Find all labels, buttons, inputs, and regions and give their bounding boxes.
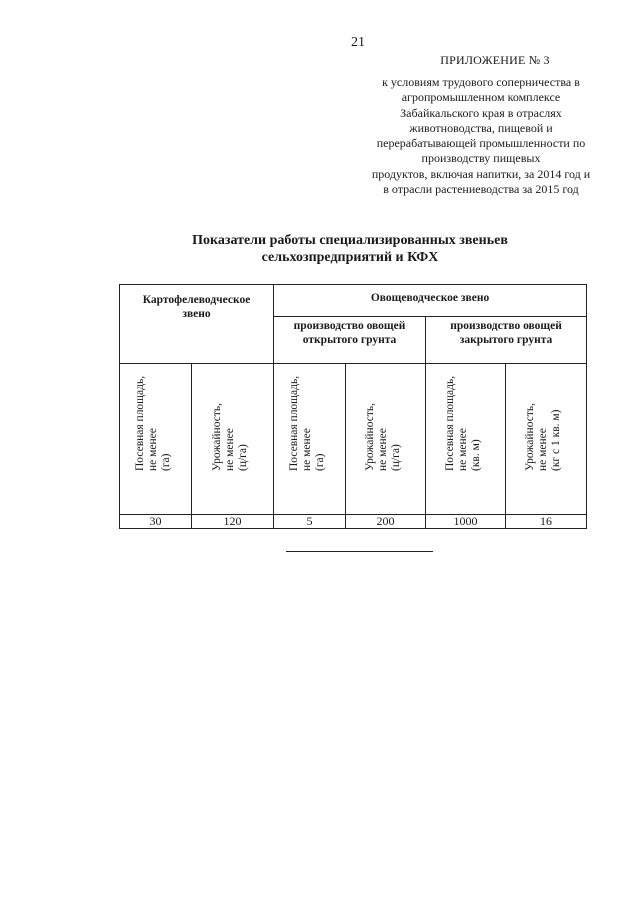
column-header-yield-open xyxy=(346,364,426,515)
header-line: (кг с 1 кв. м) xyxy=(550,409,563,471)
table-cell: 200 xyxy=(346,515,426,529)
header-line: Урожайность, xyxy=(524,403,537,471)
header-line: (кв. м) xyxy=(469,439,482,471)
header-line: (га) xyxy=(159,453,172,471)
header-line: производство овощей xyxy=(293,320,406,333)
header-line: (ц/га) xyxy=(236,444,249,471)
closed-ground-subheader xyxy=(426,317,587,364)
header-line: Урожайность, xyxy=(210,403,223,471)
header-line: не менее xyxy=(376,428,389,471)
appendix-line: продуктов, включая напитки, за 2014 год и xyxy=(371,166,591,181)
appendix-line: к условиям трудового соперничества в xyxy=(382,75,580,89)
header-line: закрытого грунта xyxy=(459,334,553,347)
table-row xyxy=(120,515,587,529)
appendix-line: производству пищевых xyxy=(421,151,541,166)
header-line: производство овощей xyxy=(450,320,562,333)
table-cell: 16 xyxy=(506,515,587,529)
indicators-table xyxy=(119,284,587,529)
vegetable-unit-header: Овощеводческое звено xyxy=(274,285,587,317)
document-title-line: сельхозпредприятий и КФХ xyxy=(261,250,439,265)
potato-unit-header xyxy=(120,285,274,364)
header-line: не менее xyxy=(456,428,469,471)
header-line: не менее xyxy=(223,428,236,471)
appendix-conditions-text xyxy=(364,75,598,197)
header-line: Урожайность, xyxy=(363,403,376,471)
header-line: Посевная площадь, xyxy=(133,375,146,471)
table-cell: 120 xyxy=(192,515,274,529)
appendix-line: животноводства, пищевой и xyxy=(409,120,553,135)
appendix-line: агропромышленном комплексе xyxy=(401,90,561,105)
column-header-yield-potato xyxy=(192,364,274,515)
document-title-line: Показатели работы специализированных звеньев xyxy=(192,233,508,248)
column-header-area-open xyxy=(274,364,346,515)
header-line: Посевная площадь, xyxy=(287,375,300,471)
appendix-line: Забайкальского края в отраслях xyxy=(400,105,562,120)
header-line: Картофелеводческое xyxy=(142,294,251,306)
header-line: Посевная площадь, xyxy=(443,375,456,471)
document-title xyxy=(150,232,550,266)
open-ground-subheader xyxy=(274,317,426,364)
appendix-line: перерабатывающей промышленности по xyxy=(376,136,586,151)
header-line: не менее xyxy=(300,428,313,471)
appendix-line: в отрасли растениеводства за 2015 год xyxy=(383,182,579,197)
table-cell: 1000 xyxy=(426,515,506,529)
column-header-area-potato xyxy=(120,364,192,515)
column-header-area-closed xyxy=(426,364,506,515)
header-line: не менее xyxy=(537,428,550,471)
table-cell: 30 xyxy=(120,515,192,529)
header-line: звено xyxy=(182,308,211,320)
page-number: 21 xyxy=(351,35,365,50)
end-rule-divider xyxy=(286,551,433,552)
header-line: не менее xyxy=(146,428,159,471)
header-line: открытого грунта xyxy=(302,334,397,347)
appendix-title: ПРИЛОЖЕНИЕ № 3 xyxy=(440,53,550,67)
header-line: (ц/га) xyxy=(389,444,402,471)
table-cell: 5 xyxy=(274,515,346,529)
header-line: (га) xyxy=(313,453,326,471)
column-header-yield-closed xyxy=(506,364,587,515)
